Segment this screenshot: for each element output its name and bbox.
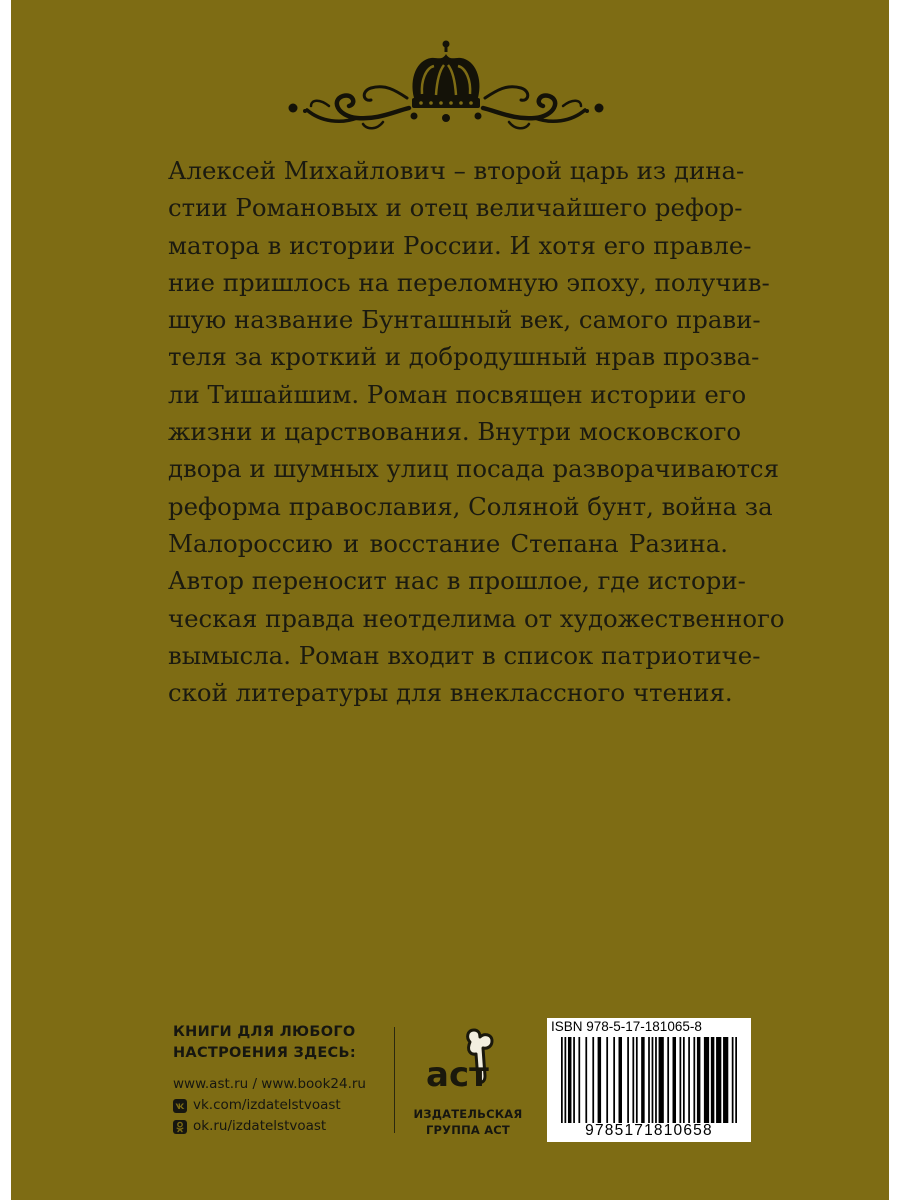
annotation-line: двора и шумных улиц посада разворачиваются: [168, 454, 779, 484]
barcode-bar: [598, 1037, 601, 1123]
ast-logo-icon: [408, 1024, 528, 1100]
barcode-bar: [627, 1037, 629, 1123]
barcode-bar: [673, 1037, 676, 1123]
annotation-line: ние пришлось на переломную эпоху, получив-: [168, 267, 770, 297]
barcode-bar: [693, 1037, 695, 1123]
barcode-bar: [632, 1037, 634, 1123]
annotation-line: Автор переносит нас в прошлое, где истори-: [168, 566, 746, 596]
annotation-line: ческая правда неотделима от художественного: [168, 603, 785, 633]
barcode-bar: [606, 1037, 608, 1123]
promo-sites-link[interactable]: www.ast.ru / www.book24.ru: [173, 1076, 366, 1092]
annotation-line: шую название Бунташный век, самого прави-: [168, 305, 761, 335]
publisher-promo: [173, 1022, 388, 1137]
publisher-caption-line2: ГРУППА АСТ: [426, 1123, 510, 1137]
annotation-line: матора в истории России. И хотя его правле-: [168, 230, 752, 260]
crown-ornament-icon: [281, 34, 611, 134]
barcode-bar: [564, 1037, 566, 1123]
barcode-bar: [573, 1037, 575, 1123]
barcode-bar: [578, 1037, 580, 1123]
isbn-number: ISBN 978-5-17-181065-8: [551, 1019, 702, 1034]
promo-vk-row[interactable]: [173, 1095, 388, 1116]
annotation-line: вымысла. Роман входит в список патриотиче-: [168, 640, 761, 670]
barcode-bar: [735, 1037, 737, 1123]
barcode-bar: [688, 1037, 690, 1123]
barcode-bar: [732, 1037, 734, 1123]
annotation-line: теля за кроткий и добродушный нрав прозва-: [168, 342, 760, 372]
promo-heading-line1: КНИГИ ДЛЯ ЛЮБОГО: [173, 1024, 356, 1040]
odnoklassniki-icon: [173, 1120, 187, 1134]
barcode-bar: [641, 1037, 644, 1123]
barcode-bar: [561, 1037, 563, 1123]
barcode-bar: [659, 1037, 664, 1123]
barcode-bar: [648, 1037, 650, 1123]
barcode-bar: [652, 1037, 654, 1123]
barcode-bar: [680, 1037, 682, 1123]
vk-link[interactable]: vk.com/izdatelstvoast: [193, 1097, 341, 1113]
promo-divider: [394, 1027, 395, 1133]
barcode-bar: [683, 1037, 685, 1123]
barcode-bar: [585, 1037, 587, 1123]
annotation-line: реформа православия, Соляной бунт, война за: [168, 491, 773, 521]
publisher-logo: [408, 1024, 528, 1138]
publisher-caption-line1: ИЗДАТЕЛЬСКАЯ: [413, 1107, 523, 1121]
promo-heading-line2: НАСТРОЕНИЯ ЗДЕСЬ:: [173, 1045, 356, 1061]
barcode-bar: [697, 1037, 700, 1123]
barcode-bar: [619, 1037, 622, 1123]
annotation-line: ли Тишайшим. Роман посвящен истории его: [168, 379, 747, 409]
barcode-bar: [636, 1037, 638, 1123]
barcode-bar: [667, 1037, 669, 1123]
barcode-bar: [613, 1037, 615, 1123]
annotation-line: стии Романовых и отец величайшего рефор-: [168, 193, 743, 223]
book-back-cover: [11, 0, 889, 1200]
book-annotation-text: [168, 152, 785, 711]
annotation-line: Алексей Михайлович – второй царь из дина-: [168, 156, 745, 185]
barcode-bars-icon: [561, 1037, 737, 1127]
barcode-bar: [723, 1037, 728, 1123]
ean-digits: 9785171810658: [585, 1122, 713, 1139]
isbn-barcode: [547, 1018, 751, 1142]
vk-icon: [173, 1099, 187, 1113]
ok-link[interactable]: ok.ru/izdatelstvoast: [193, 1118, 327, 1134]
annotation-line: Малороссию и восстание Степана Разина.: [168, 528, 728, 558]
barcode-bar: [711, 1037, 714, 1123]
ast-logo-text: аст: [426, 1055, 489, 1095]
annotation-line: жизни и царствования. Внутри московского: [168, 417, 742, 447]
barcode-bar: [704, 1037, 709, 1123]
annotation-line: ской литературы для внеклассного чтения.: [168, 678, 733, 708]
promo-ok-row[interactable]: [173, 1116, 388, 1137]
barcode-bar: [592, 1037, 594, 1123]
barcode-bar: [716, 1037, 721, 1123]
barcode-bar: [568, 1037, 571, 1123]
barcode-bar: [655, 1037, 657, 1123]
